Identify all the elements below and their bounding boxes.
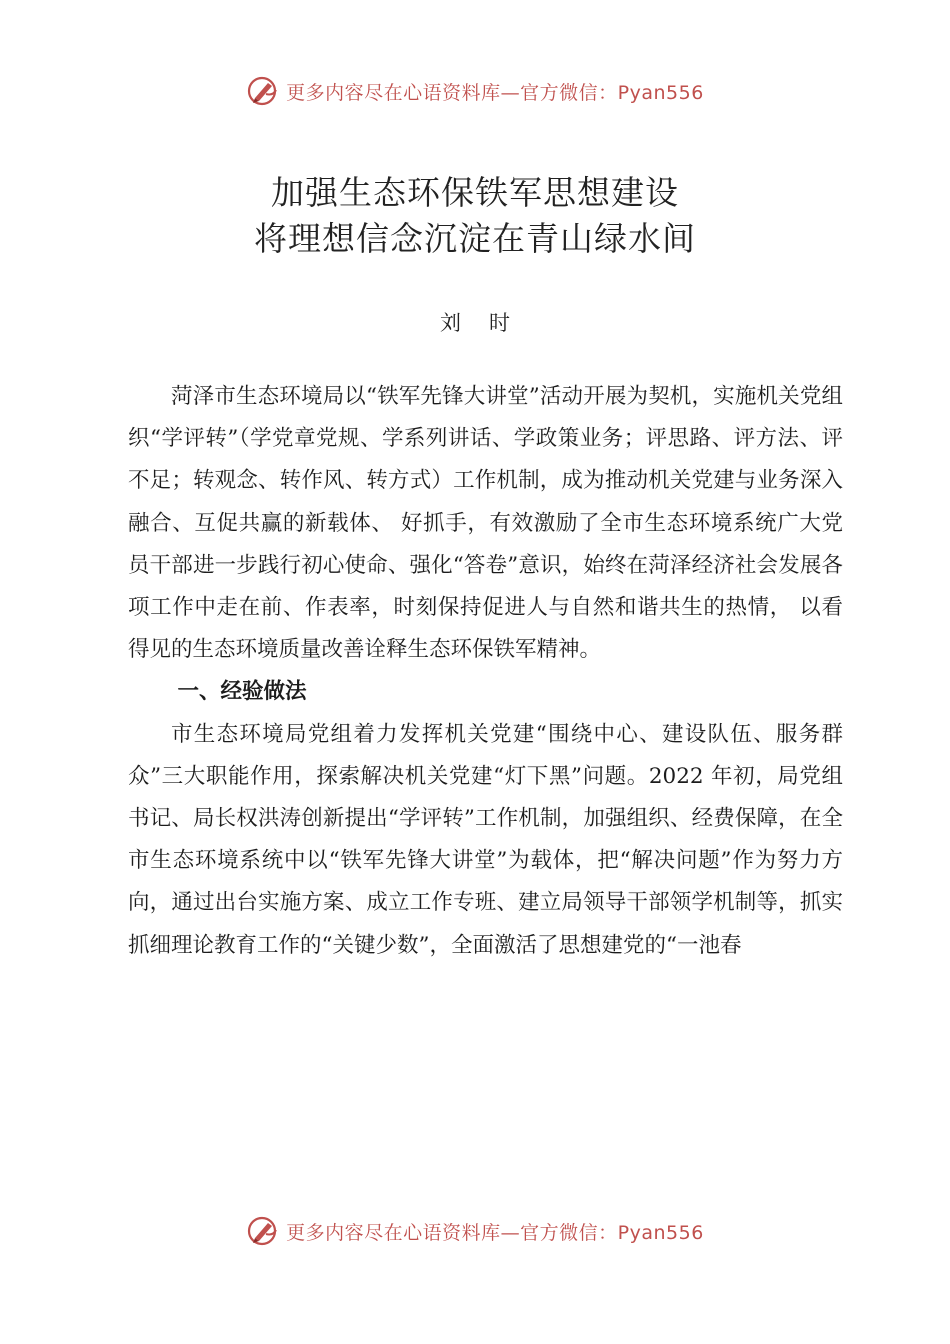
footer-watermark: [0, 1214, 950, 1248]
wechat-id: Pyan556: [617, 1221, 704, 1244]
pen-logo-icon: [246, 1214, 280, 1248]
watermark-text: 更多内容尽在心语资料库—官方微信：Pyan556: [286, 1221, 704, 1244]
document-title: [0, 170, 950, 262]
header-watermark: [0, 74, 950, 108]
watermark-text: 更多内容尽在心语资料库—官方微信：Pyan556: [286, 81, 704, 104]
document-body: [128, 376, 843, 967]
author-name: 刘时: [440, 311, 538, 335]
title-line-2: 将理想信念沉淀在青山绿水间: [254, 219, 696, 258]
pen-logo-icon: [246, 74, 280, 108]
section-heading-1: 一、经验做法: [177, 679, 307, 705]
wechat-id: Pyan556: [617, 81, 704, 104]
body-paragraph-1: 菏泽市生态环境局以“铁军先锋大讲堂”活动开展为契机，实施机关党组织“学评转”（学党章党规、学系列讲话、学政策业务；评思路、评方法、评不足；转观念、转作风、转方式）工作机制，成为推动机关党建与业务深入融合、互促共赢的新载体、 好抓手，有效激励了全市生态环境系统广大党员干部进一步践行初心使命、强化“答卷”意识，始终在菏泽经济社会发展各项工作中走在前、作表率，时刻保持促进人与自然和谐共生的热情， 以看得见的生态环境质量改善诠释生态环保铁军精神。: [128, 384, 843, 663]
body-paragraph-2: 市生态环境局党组着力发挥机关党建“围绕中心、建设队伍、服务群众”三大职能作用，探索解决机关党建“灯下黑”问题。2022 年初，局党组书记、局长权洪涛创新提出“学评转”工作机制，加强组织、经费保障，在全市生态环境系统中以“铁军先锋大讲堂”为载体，把“解决问题”作为努力方向，通过出台实施方案、成立工作专班、建立局领导干部领学机制等，抓实抓细理论教育工作的“关键少数”，全面激活了思想建党的“一池春: [128, 721, 843, 958]
title-line-1: 加强生态环保铁军思想建设: [271, 173, 679, 212]
